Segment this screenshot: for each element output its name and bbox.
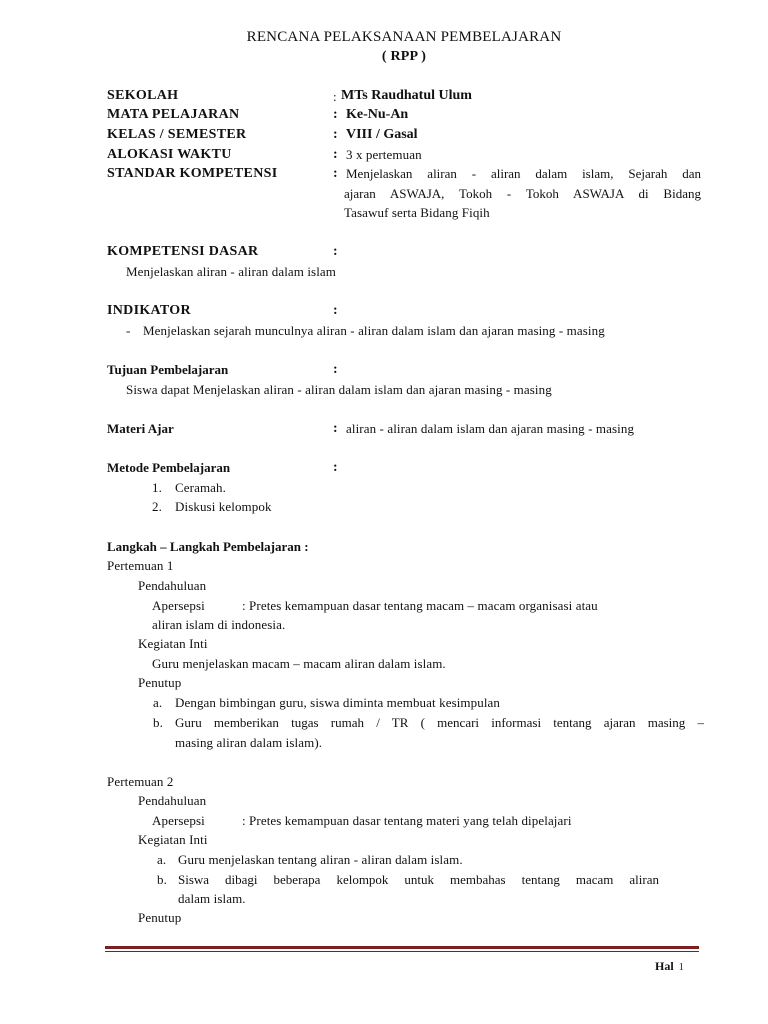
tujuan-text: Siswa dapat Menjelaskan aliran - aliran dalam islam dan ajaran masing - masing — [126, 382, 552, 397]
mapel-colon: : — [333, 107, 338, 122]
p2-pendahuluan: Pendahuluan — [138, 793, 207, 808]
p2-inti-a-mark: a. — [157, 852, 167, 867]
p1-apersepsi-label: Apersepsi — [152, 598, 205, 613]
mapel-value: Ke-Nu-An — [346, 107, 409, 122]
mapel-label: MATA PELAJARAN — [107, 107, 240, 122]
sk-line-3: Tasawuf serta Bidang Fiqih — [344, 205, 490, 220]
p1-penutup-a-mark: a. — [153, 695, 163, 710]
p1-penutup-b-text-cont: masing aliran dalam islam). — [175, 735, 323, 750]
kd-text: Menjelaskan aliran - aliran dalam islam — [126, 264, 337, 279]
tujuan-colon: : — [333, 362, 338, 377]
kd-colon: : — [333, 244, 338, 259]
indikator-text: Menjelaskan sejarah munculnya aliran - aliran dalam islam dan ajaran masing - masing — [143, 323, 605, 338]
p2-penutup: Penutup — [138, 910, 182, 925]
footer-rule — [105, 946, 699, 949]
page-number-value: 1 — [678, 962, 684, 973]
indikator-colon: : — [333, 303, 338, 318]
p2-apersepsi-text: : Pretes kemampuan dasar tentang materi yang telah dipelajari — [242, 813, 572, 828]
footer-rule-thin — [105, 951, 699, 952]
p2-apersepsi-label: Apersepsi — [152, 813, 205, 828]
pertemuan-2-title: Pertemuan 2 — [107, 774, 174, 789]
metode-label: Metode Pembelajaran — [107, 460, 231, 475]
sk-line-1: Menjelaskan aliran - aliran dalam islam, Sejarah dan — [346, 166, 701, 181]
metode-item-num: 1. — [152, 480, 162, 495]
metode-colon: : — [333, 460, 338, 475]
p1-pendahuluan: Pendahuluan — [138, 578, 207, 593]
p1-apersepsi-text-cont: aliran islam di indonesia. — [152, 617, 286, 632]
metode-item-text: Ceramah. — [175, 480, 226, 495]
page-number — [655, 955, 684, 974]
p1-inti-text: Guru menjelaskan macam – macam aliran dalam islam. — [152, 656, 446, 671]
p1-apersepsi-text: : Pretes kemampuan dasar tentang macam – macam organisasi atau — [242, 598, 598, 613]
materi-text: aliran - aliran dalam islam dan ajaran masing - masing — [346, 421, 635, 436]
p1-penutup-b-text: Guru memberikan tugas rumah / TR ( mencari informasi tentang ajaran masing – — [175, 715, 704, 730]
metode-item-num: 2. — [152, 499, 162, 514]
sekolah-value: MTs Raudhatul Ulum — [341, 88, 472, 103]
langkah-label: Langkah – Langkah Pembelajaran : — [107, 539, 309, 554]
sk-line-2: ajaran ASWAJA, Tokoh - Tokoh ASWAJA di Bidang — [344, 186, 701, 201]
kd-label: KOMPETENSI DASAR — [107, 244, 259, 259]
materi-label: Materi Ajar — [107, 421, 174, 436]
tujuan-label: Tujuan Pembelajaran — [107, 362, 229, 377]
kelas-label: KELAS / SEMESTER — [107, 127, 247, 142]
kelas-colon: : — [333, 127, 338, 142]
metode-item-text: Diskusi kelompok — [175, 499, 272, 514]
page-label: Hal — [655, 959, 674, 973]
indikator-dash: - — [126, 323, 131, 338]
alokasi-label: ALOKASI WAKTU — [107, 147, 232, 162]
materi-colon: : — [333, 421, 338, 436]
p1-kegiatan-inti: Kegiatan Inti — [138, 636, 208, 651]
p2-inti-b-text-cont: dalam islam. — [178, 891, 246, 906]
alokasi-value: 3 x pertemuan — [346, 147, 422, 162]
p2-kegiatan-inti: Kegiatan Inti — [138, 832, 208, 847]
p2-inti-b-mark: b. — [157, 872, 167, 887]
sekolah-colon: : — [333, 89, 337, 104]
p1-penutup-a-text: Dengan bimbingan guru, siswa diminta membuat kesimpulan — [175, 695, 501, 710]
pertemuan-1-title: Pertemuan 1 — [107, 558, 174, 573]
p1-penutup: Penutup — [138, 675, 182, 690]
sk-colon: : — [333, 166, 338, 181]
document-subtitle: ( RPP ) — [381, 49, 427, 64]
p2-inti-b-text: Siswa dibagi beberapa kelompok untuk membahas tentang macam aliran — [178, 872, 659, 887]
kelas-value: VIII / Gasal — [346, 127, 418, 142]
sk-label: STANDAR KOMPETENSI — [107, 166, 278, 181]
sekolah-label: SEKOLAH — [107, 88, 179, 103]
document-title: RENCANA PELAKSANAAN PEMBELAJARAN — [246, 29, 562, 45]
indikator-label: INDIKATOR — [107, 303, 191, 318]
alokasi-colon: : — [333, 147, 338, 162]
p1-penutup-b-mark: b. — [153, 715, 163, 730]
p2-inti-a-text: Guru menjelaskan tentang aliran - aliran dalam islam. — [178, 852, 463, 867]
